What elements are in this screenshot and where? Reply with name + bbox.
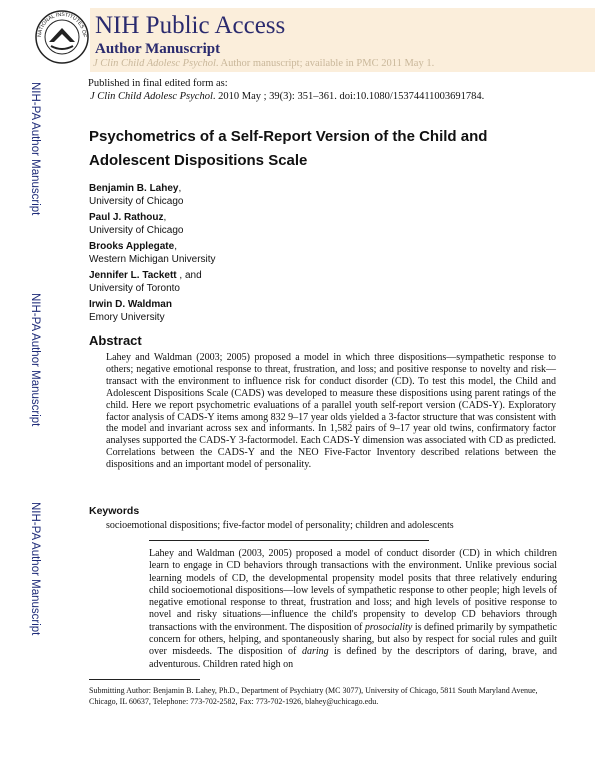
- svg-text:NATIONAL INSTITUTES OF HEALTH: NATIONAL INSTITUTES OF: [36, 11, 88, 38]
- author-block: Irwin D. Waldman Emory University: [89, 299, 172, 323]
- keywords-heading: Keywords: [89, 505, 140, 517]
- author-block: Paul J. Rathouz, University of Chicago: [89, 212, 184, 236]
- side-watermark: NIH-PA Author Manuscript: [29, 293, 41, 427]
- manuscript-label: Author Manuscript: [95, 41, 221, 57]
- nih-header: [0, 0, 600, 78]
- side-watermark: NIH-PA Author Manuscript: [29, 82, 41, 216]
- nih-seal-logo: [35, 8, 89, 66]
- availability-note: J Clin Child Adolesc Psychol. Author manuscript; available in PMC 2011 May 1.: [93, 58, 435, 69]
- author-block: Brooks Applegate, Western Michigan University: [89, 241, 216, 265]
- author-block: Benjamin B. Lahey, University of Chicago: [89, 183, 184, 207]
- abstract-heading: Abstract: [89, 333, 142, 348]
- nih-title: NIH Public Access: [95, 12, 286, 39]
- published-line: Published in final edited form as:: [88, 78, 228, 89]
- abstract-text: Lahey and Waldman (2003; 2005) proposed a model in which three dispositions—sympathetic response to others; negative emotional response to threat, frustration, and loss; and positive response to novelty and risk—transact with the environment to influence risk for conduct disorder (CD). To test this model, the Child and Adolescent Dispositions Scale (CADS) was developed to measure these dispositions using parent ratings of the child. Here we report psychometric evaluations of a parallel youth self-report version (CADS-Y). Exploratory factor analysis of CADS-Y items among 832 9–17 year olds yielded a 3-factor structure that was consistent with the model and invariant across sex and informants. In 1,582 pairs of 9–17 year old twins, confirmatory factor analyses supported the CADS-Y 3-factormodel. Each CADS-Y dimension was associated with CD as predicted. Correlations between the CADS-Y and the NEO Five-Factor Inventory described relations between the dispositions and an important model of personality.: [106, 352, 556, 471]
- section-divider: [149, 540, 429, 541]
- article-title: Psychometrics of a Self-Report Version of the Child and Adolescent Dispositions Scale: [89, 128, 488, 169]
- author-block: Jennifer L. Tackett , and University of Toronto: [89, 270, 202, 294]
- corresponding-author-footnote: Submitting Author: Benjamin B. Lahey, Ph.D., Department of Psychiatry (MC 3077), University of Chicago, 5811 South Maryland Avenue, Chicago, IL 60637, Telephone: 773-702-2582, Fax: 773-702-1926, blahey@uchicago.edu.: [89, 686, 538, 706]
- body-paragraph: Lahey and Waldman (2003, 2005) proposed a model of conduct disorder (CD) in which children learn to engage in CD behaviors through transactions with the environment. Unlike previous social learning models of CD, the developmental propensity model posits that three relatively enduring child socioemotional dispositions—low levels of sympathetic response to other people; high levels of negative emotional response to threat, frustration and loss; and high levels of positive response to novel and risky situations—influence the child's propensity to develop CD behaviors through transactions with the environment. The disposition of prosociality is defined primarily by sympathetic concern for others, helping, and spontaneously sharing, but also by respect for social rules and guilt over misdeeds. The disposition of daring is defined by the descriptors of daring, brave, and adventurous. Children rated high on: [149, 548, 558, 670]
- citation: J Clin Child Adolesc Psychol. 2010 May ; 39(3): 351–361. doi:10.1080/15374411003691784.: [90, 91, 485, 102]
- footnote-divider: [89, 679, 200, 680]
- keywords-text: socioemotional dispositions; five-factor model of personality; children and adolescents: [106, 520, 454, 531]
- side-watermark: NIH-PA Author Manuscript: [29, 502, 41, 636]
